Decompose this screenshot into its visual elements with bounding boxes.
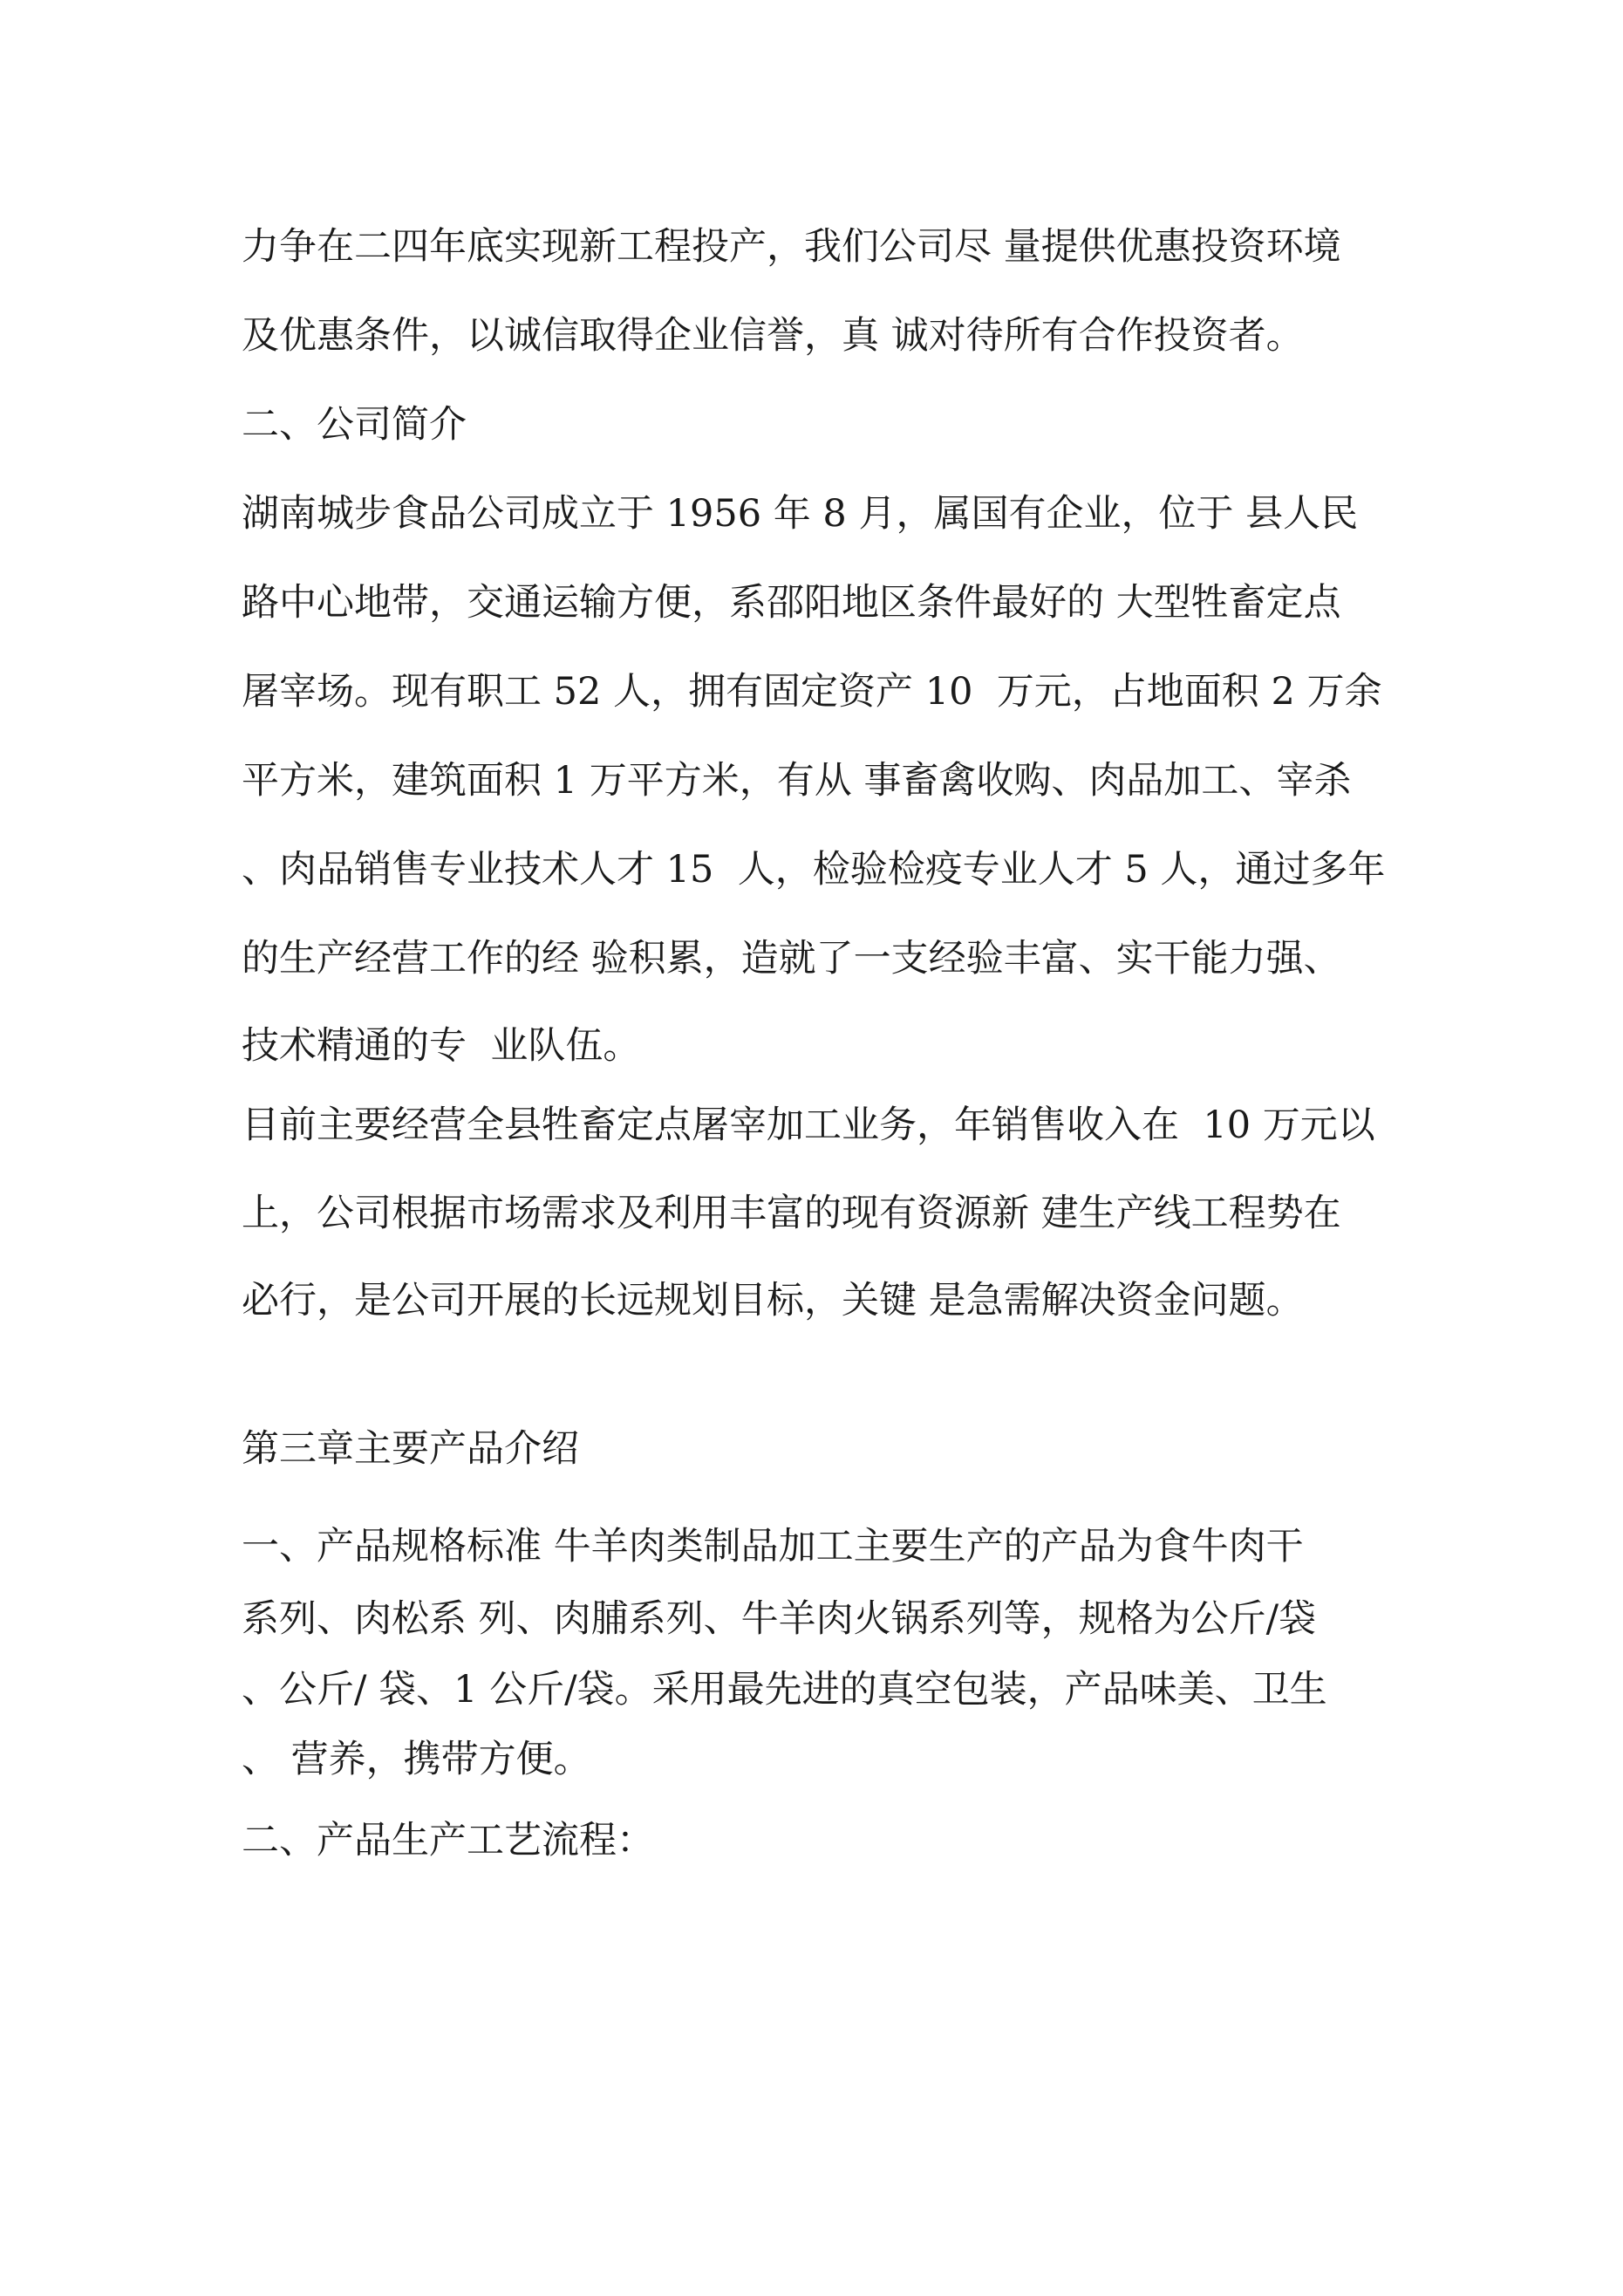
section-heading: 二、公司简介 (242, 403, 467, 447)
paragraph-line: 、 营养，携带方便。 (242, 1738, 591, 1781)
paragraph-line: 及优惠条件，以诚信取得企业信誉，真 诚对待所有合作投资者。 (242, 314, 1304, 358)
paragraph-line: 技术精通的专 业队伍。 (242, 1024, 641, 1068)
paragraph-line: 、公斤/ 袋、1 公斤/袋。采用最先进的真空包装，产品味美、卫生 (242, 1668, 1327, 1712)
paragraph-line: 目前主要经营全县牲畜定点屠宰加工业务，年销售收入在 10 万元以 (242, 1104, 1375, 1147)
paragraph-line: 平方米，建筑面积 1 万平方米，有从 事畜禽收购、肉品加工、宰杀 (242, 759, 1352, 803)
paragraph-line: 必行，是公司开展的长远规划目标，关键 是急需解决资金问题。 (242, 1279, 1304, 1322)
paragraph-line: 一、产品规格标准 牛羊肉类制品加工主要生产的产品为食牛肉干 (242, 1525, 1304, 1568)
paragraph-line: 系列、肉松系 列、肉脯系列、牛羊肉火锅系列等，规格为公斤/袋 (242, 1597, 1317, 1641)
section-heading: 二、产品生产工艺流程： (242, 1819, 654, 1862)
paragraph-line: 的生产经营工作的经 验积累，造就了一支经验丰富、实干能力强、 (242, 937, 1341, 981)
paragraph-line: 、肉品销售专业技术人才 15 人，检验检疫专业人才 5 人，通过多年 (242, 848, 1386, 892)
paragraph-line: 力争在二四年底实现新工程投产，我们公司尽 量提供优惠投资环境 (242, 225, 1341, 269)
paragraph-line: 上，公司根据市场需求及利用丰富的现有资源新 建生产线工程势在 (242, 1192, 1341, 1235)
paragraph-line: 屠宰场。现有职工 52 人，拥有固定资产 10 万元，占地面积 2 万余 (242, 670, 1382, 714)
chapter-title: 第三章主要产品介绍 (242, 1427, 579, 1471)
paragraph-line: 湖南城步食品公司成立于 1956 年 8 月，属国有企业，位于 县人民 (242, 492, 1359, 536)
paragraph-line: 路中心地带，交通运输方便，系邵阳地区条件最好的 大型牲畜定点 (242, 581, 1341, 625)
